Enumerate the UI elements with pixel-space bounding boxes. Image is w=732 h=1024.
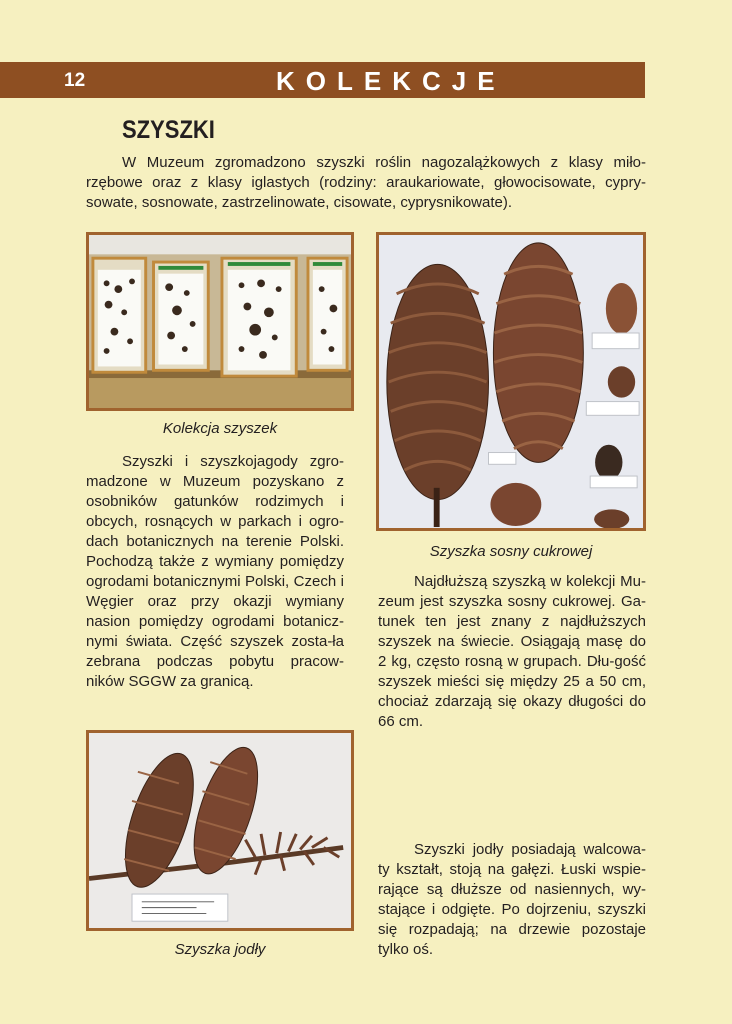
article-title: SZYSZKI — [122, 116, 215, 144]
museum-display-cases-photo — [86, 232, 354, 411]
fir-cones-photo — [86, 730, 354, 931]
photo-caption-fir: Szyszka jodły — [174, 941, 266, 958]
intro-paragraph: W Muzeum zgromadzono szyszki roślin nagozalążkowych z klasy miło-rzębowe oraz z klasy iglastych (rodziny: araukariowate, głowocisowate, cypry-sowate, sosnowate, zastrzelinowate, cisowate, cyprysnikowate). — [86, 154, 646, 211]
paragraph-origin: Szyszki i szyszkojagody zgro-madzone w Muzeum pozyskano z osobników gatunków rodzimych i obcych, rosnących w parkach i ogro-dach botanicznych na terenie Polski. Pochodzą także z wymiany pomiędzy ogrodami botanicznymi Polski, Czech i Węgier oraz przy okazji wymiany nasion pomiędzy ogrodami botanicz-nymi świata. Część szyszek zosta-ła zebrana podczas pobytu pracow-ników SGGW za granicą. — [86, 453, 344, 690]
chapter-header-bar — [0, 62, 645, 98]
photo-caption-sugar-pine: Szyszka sosny cukrowej — [429, 543, 593, 560]
paragraph-sugar-pine: Najdłuższą szyszką w kolekcji Mu-zeum jest szyszka sosny cukrowej. Ga-tunek ten jest znany z najdłuższych szyszek na świecie. Osiągają masę do 2 kg, często rosną w grupach. Dłu-gość szyszek mieści się między 25 a 50 cm, chociaż zdarzają się okazy długości do 66 cm. — [378, 573, 646, 730]
sugar-pine-cones-photo — [376, 232, 646, 531]
section-title: KOLEKCJE — [276, 66, 506, 96]
paragraph-fir: Szyszki jodły posiadają walcowa-ty kształt, stoją na gałęzi. Łuski wspie-rające są dłuższe od nasiennych, wy-stające i odgięte. Po dojrzeniu, szyszki się rozpadają; na drzewie pozostaje tylko oś. — [378, 841, 646, 958]
photo-caption-collection: Kolekcja szyszek — [162, 420, 278, 437]
page-number: 12 — [64, 70, 86, 91]
